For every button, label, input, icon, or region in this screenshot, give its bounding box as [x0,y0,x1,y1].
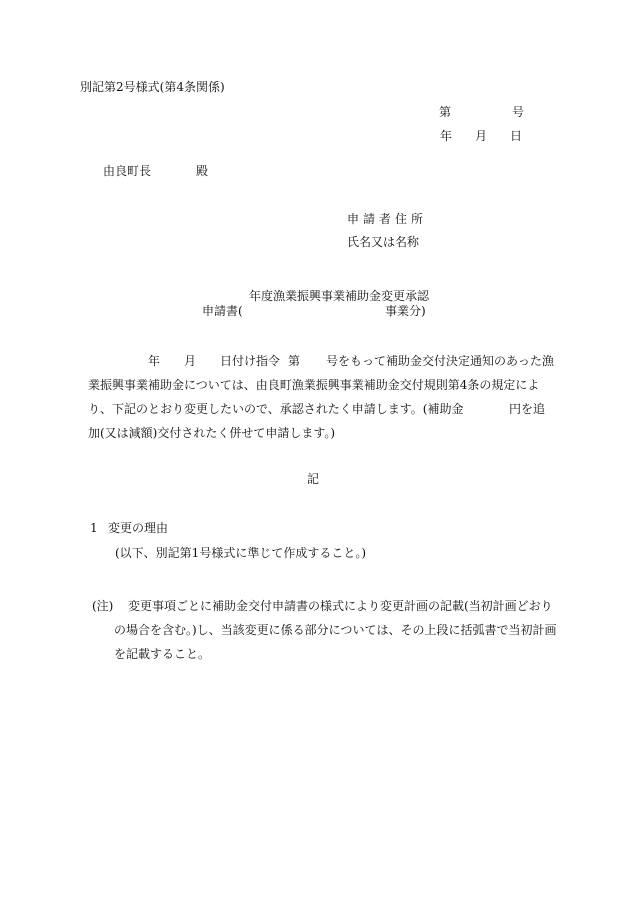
doc-number-go: 号 [512,105,525,119]
body-line3-end: 円を追 [509,402,546,416]
body-year: 年 [148,354,161,368]
footnote-line2: の場合を含む。)し、当該変更に係る部分については、その上段に括弧書で当初計画 [114,623,557,637]
ki-heading: 記 [307,472,320,486]
section1-number: 1 [90,521,98,535]
title-line1: 年度漁業振興事業補助金変更承認 [249,289,430,303]
applicant-name-label: 氏名又は名称 [347,235,420,249]
body-text2: 号をもって補助金交付決定通知のあった漁 [326,354,554,368]
doc-number-dai: 第 [439,105,452,119]
doc-date-day: 日 [510,129,523,143]
body-line4: 加(又は減額)交付されたく併せて申請します。) [88,426,336,440]
addressee-honorific: 殿 [196,164,209,178]
section1-note: (以下、別記第1号様式に準じて作成すること。) [115,546,366,560]
addressee-name: 由良町長 [103,164,152,178]
body-month: 月 [184,354,197,368]
doc-date-year: 年 [440,129,453,143]
body-line2: 業振興事業補助金については、由良町漁業振興事業補助金交付規則第4条の規定によ [88,378,540,392]
applicant-address-label: 申請者住所 [347,212,428,226]
footnote-label: (注) [92,599,114,613]
footnote-line1: 変更事項ごとに補助金交付申請書の様式により変更計画の記載(当初計画どおり [128,599,553,613]
body-dai: 第 [288,354,301,368]
footnote-line3: を記載すること。 [114,647,211,661]
title-line2-end: 事業分) [385,304,426,318]
body-text1: 日付け指令 [220,354,281,368]
form-label: 別記第2号様式(第4条関係) [80,80,225,94]
doc-date-month: 月 [475,129,488,143]
section1-title: 変更の理由 [108,521,169,535]
title-line2-start: 申請書( [202,304,243,318]
body-line3: り、下記のとおり変更したいので、承認されたく申請します。(補助金 [88,402,464,416]
